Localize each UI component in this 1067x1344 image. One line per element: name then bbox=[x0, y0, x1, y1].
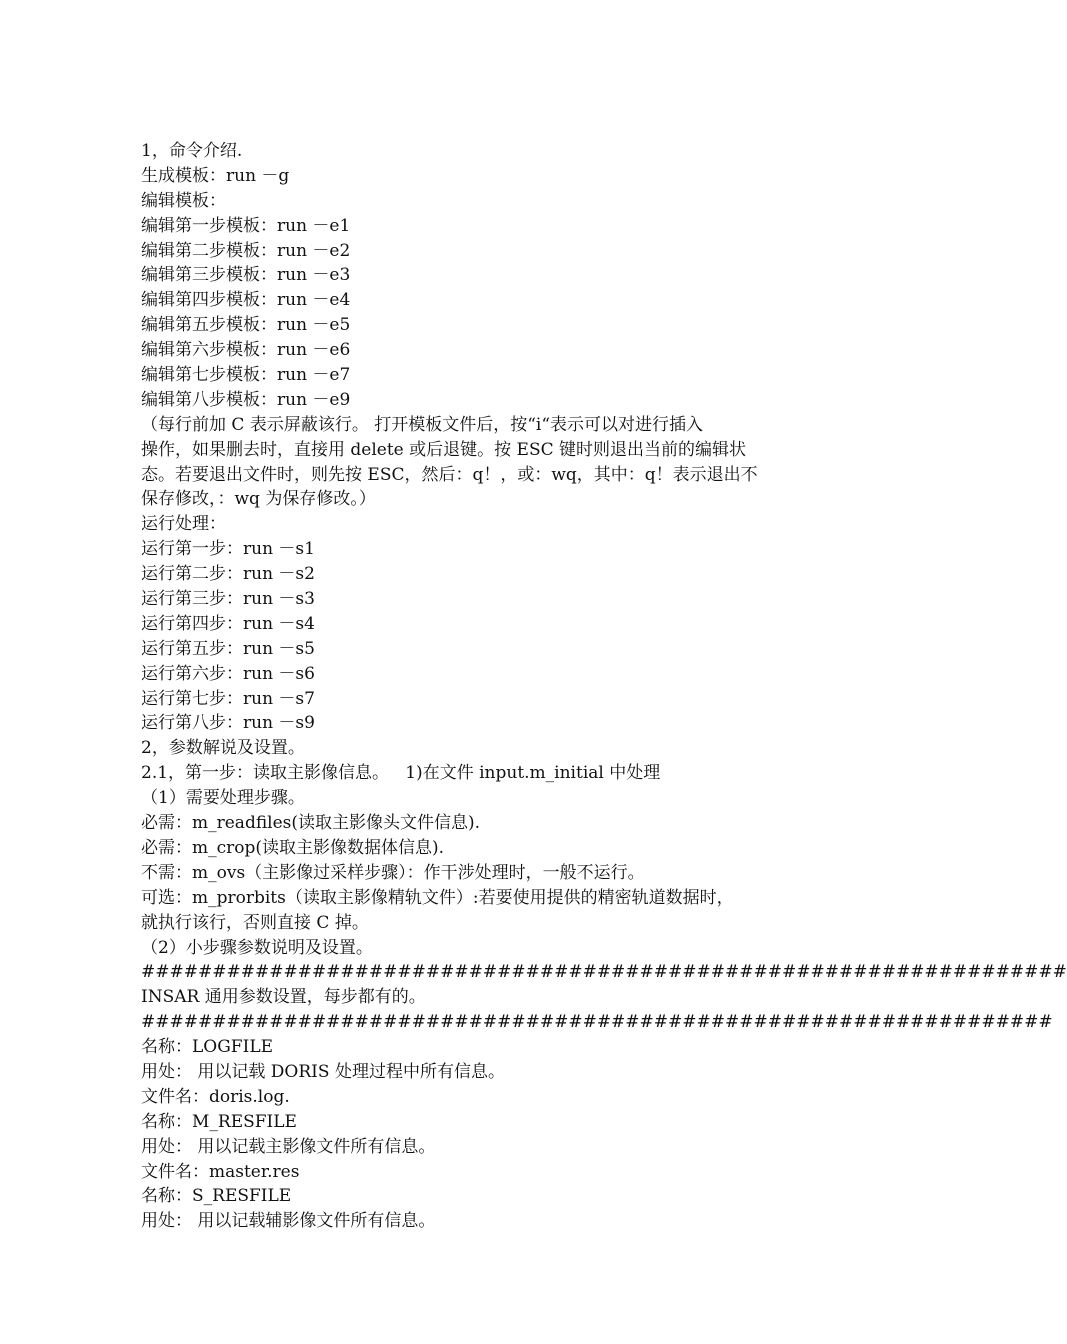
text-line: 运行处理： bbox=[141, 514, 226, 535]
text-line: 运行第六步：run －s6 bbox=[141, 663, 315, 684]
text-line: 可选：m_prorbits（读取主影像精轨文件）:若要使用提供的精密轨道数据时， bbox=[141, 887, 734, 908]
text-line: INSAR 通用参数设置，每步都有的。 bbox=[141, 987, 426, 1008]
text-line: （2）小步骤参数说明及设置。 bbox=[141, 937, 373, 958]
text-line: ################################################################# bbox=[141, 962, 1067, 983]
document-body bbox=[141, 139, 1067, 1234]
text-line: 生成模板：run －g bbox=[141, 165, 290, 186]
text-line: 就执行该行，否则直接 C 掉。 bbox=[141, 912, 369, 933]
text-line: 操作，如果删去时，直接用 delete 或后退键。按 ESC 键时则退出当前的编辑状 bbox=[141, 439, 747, 460]
text-line: （每行前加 C 表示屏蔽该行。 打开模板文件后，按“i“表示可以对进行插入 bbox=[141, 414, 704, 435]
text-line: 文件名：master.res bbox=[141, 1161, 300, 1182]
text-line: 运行第八步：run －s9 bbox=[141, 713, 315, 734]
text-line: 文件名：doris.log. bbox=[141, 1086, 290, 1107]
text-line: 保存修改，：wq 为保存修改。） bbox=[141, 489, 376, 510]
text-line: 编辑模板： bbox=[141, 190, 226, 211]
text-line: 名称：S_RESFILE bbox=[141, 1186, 292, 1207]
text-line: 编辑第三步模板：run －e3 bbox=[141, 265, 351, 286]
text-line: 运行第四步：run －s4 bbox=[141, 613, 315, 634]
text-line: 1，命令介绍. bbox=[141, 141, 243, 161]
text-line: 2，参数解说及设置。 bbox=[141, 738, 305, 759]
text-line: 用处： 用以记载 DORIS 处理过程中所有信息。 bbox=[141, 1061, 505, 1082]
text-line: 编辑第六步模板：run －e6 bbox=[141, 340, 351, 361]
text-line: 名称：M_RESFILE bbox=[141, 1111, 297, 1132]
text-line: 2.1，第一步：读取主影像信息。 1)在文件 input.m_initial 中处理 bbox=[141, 763, 661, 784]
text-line: 编辑第七步模板：run －e7 bbox=[141, 365, 351, 386]
text-line: （1）需要处理步骤。 bbox=[141, 788, 305, 809]
text-line: 名称：LOGFILE bbox=[141, 1037, 274, 1058]
text-line: 编辑第一步模板：run －e1 bbox=[141, 215, 351, 236]
text-line: 用处： 用以记载主影像文件所有信息。 bbox=[141, 1136, 436, 1157]
text-line: 用处： 用以记载辅影像文件所有信息。 bbox=[141, 1211, 436, 1232]
text-line: 运行第三步：run －s3 bbox=[141, 589, 315, 610]
text-line: 不需：m_ovs（主影像过采样步骤）：作干涉处理时，一般不运行。 bbox=[141, 862, 645, 883]
text-line: 态。若要退出文件时，则先按 ESC，然后：q！，或：wq，其中：q！表示退出不 bbox=[141, 464, 758, 485]
text-line: 必需：m_crop(读取主影像数据体信息). bbox=[141, 837, 445, 858]
text-line: ################################################################ bbox=[141, 1012, 1053, 1033]
text-line: 运行第一步：run －s1 bbox=[141, 539, 315, 560]
text-line: 编辑第八步模板：run －e9 bbox=[141, 389, 351, 410]
text-line: 编辑第二步模板：run －e2 bbox=[141, 240, 351, 261]
text-line: 运行第二步：run －s2 bbox=[141, 564, 315, 585]
text-line: 运行第七步：run －s7 bbox=[141, 688, 315, 709]
text-line: 必需：m_readfiles(读取主影像头文件信息). bbox=[141, 813, 481, 834]
text-line: 编辑第四步模板：run －e4 bbox=[141, 290, 351, 311]
text-line: 运行第五步：run －s5 bbox=[141, 638, 315, 659]
text-line: 编辑第五步模板：run －e5 bbox=[141, 315, 351, 336]
